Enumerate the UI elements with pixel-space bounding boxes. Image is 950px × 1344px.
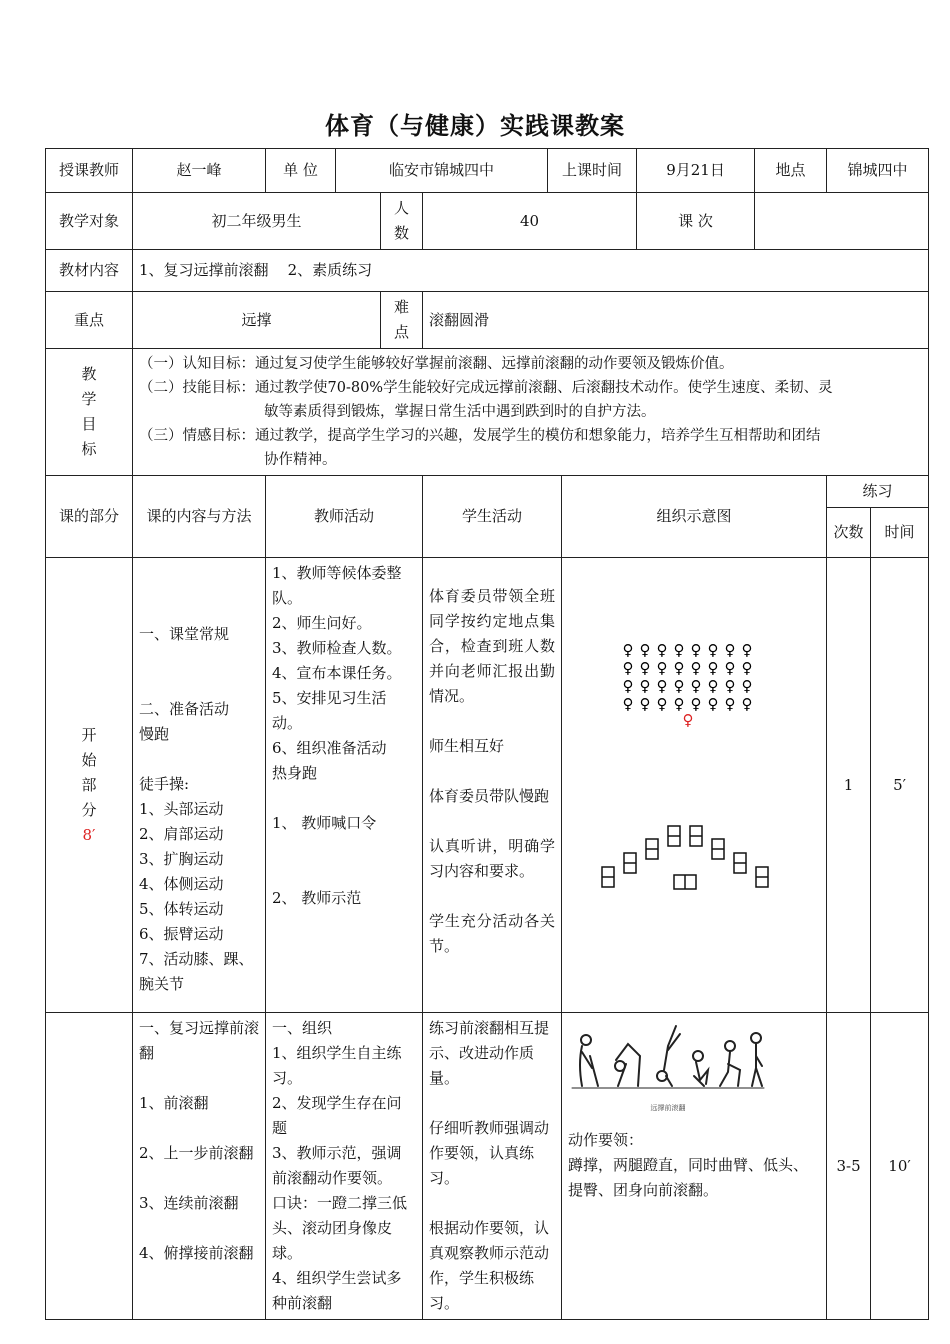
col-student: 学生活动 (423, 476, 562, 558)
teacher-name: 赵一峰 (133, 149, 266, 193)
material-label: 教材内容 (46, 250, 133, 292)
header-row-1 (46, 149, 929, 193)
student-symbol: ♀ (690, 641, 702, 659)
student-symbol: ♀ (656, 641, 668, 659)
material-value: 1、复习远撑前滚翻 2、素质练习 (133, 250, 929, 292)
main-teacher: 一、组织 1、组织学生自主练习。 2、发现学生存在问题 3、教师示范，强调前滚翻动作要领。 口诀：一蹬二撑三低头、滚动团身像皮球。 4、组织学生尝试多种前滚翻 (266, 1013, 423, 1320)
main-duration: 10′ (871, 1013, 929, 1320)
col-part: 课的部分 (46, 476, 133, 558)
start-part-label: 开 始 部 分 8′ (46, 558, 133, 1013)
start-content: 一、课堂常规 二、准备活动 慢跑 徒手操: 1、头部运动 2、肩部运动 3、扩胸运动 4、体侧运动 5、体转运动 6、振臂运动 7、活动膝、踝、腕关节 (133, 558, 266, 1013)
time-value: 9月21日 (637, 149, 755, 193)
student-symbol: ♀ (673, 695, 685, 713)
key-row (46, 292, 929, 349)
formation-marker (690, 826, 702, 846)
action-essentials: 动作要领： 蹲撑，两腿蹬直，同时曲臂、低头、提臀、团身向前滚翻。 (568, 1131, 809, 1199)
student-symbol: ♀ (622, 695, 634, 713)
count-label: 人 数 (381, 193, 423, 250)
forward-roll-figure (568, 1016, 768, 1126)
formation-marker (712, 839, 724, 859)
teacher-label: 授课教师 (46, 149, 133, 193)
objectives-label: 教 学 目 标 (46, 349, 133, 476)
page-title: 体育（与健康）实践课教案 (325, 112, 625, 140)
student-symbol: ♀ (707, 695, 719, 713)
student-symbol: ♀ (707, 641, 719, 659)
count-value: 40 (423, 193, 637, 250)
student-symbol: ♀ (622, 659, 634, 677)
col-practice: 练习 (827, 476, 929, 508)
student-symbol: ♀ (656, 695, 668, 713)
col-diagram: 组织示意图 (562, 476, 827, 558)
formation-marker (756, 867, 768, 887)
student-symbol: ♀ (724, 641, 736, 659)
objective-1: （一）认知目标：通过复习使学生能够较好掌握前滚翻、远撑前滚翻的动作要领及锻炼价值。 (139, 356, 734, 372)
formation-marker (602, 867, 614, 887)
objective-3: （三）情感目标：通过教学，提高学生学习的兴趣，发展学生的模仿和想象能力，培养学生互相帮助和团结 (139, 428, 821, 444)
student-symbol: ♀ (724, 695, 736, 713)
teacher-marker (674, 875, 696, 889)
target-value: 初二年级男生 (133, 193, 381, 250)
row-main (46, 1013, 929, 1320)
place-label: 地点 (755, 149, 827, 193)
session-label: 课 次 (637, 193, 755, 250)
student-symbol: ♀ (673, 641, 685, 659)
student-symbol: ♀ (639, 641, 651, 659)
target-label: 教学对象 (46, 193, 133, 250)
figure-caption: 远撑前滚翻 (650, 1104, 686, 1112)
start-times: 1 (827, 558, 871, 1013)
objective-3-cont: 协作精神。 (264, 452, 337, 468)
lesson-plan-table (45, 148, 929, 1320)
formation-marker (646, 839, 658, 859)
place-value: 锦城四中 (827, 149, 929, 193)
unit-label: 单 位 (266, 149, 336, 193)
student-symbol: ♀ (741, 641, 753, 659)
time-label: 上课时间 (548, 149, 637, 193)
student-symbol: ♀ (741, 659, 753, 677)
student-symbol: ♀ (707, 659, 719, 677)
key-value: 远撑 (133, 292, 381, 349)
student-symbol: ♀ (707, 677, 719, 695)
objective-2-cont: 敏等素质得到锻炼，掌握日常生活中遇到跌到时的自护方法。 (264, 404, 656, 420)
header-row-2 (46, 193, 929, 250)
student-symbol: ♀ (622, 677, 634, 695)
start-student: 体育委员带领全班同学按约定地点集合，检查到班人数并向老师汇报出勤情况。 师生相互好 体育委员带队慢跑 认真听讲，明确学习内容和要求。 学生充分活动各关节。 (423, 558, 562, 1013)
formation-marker (734, 853, 746, 873)
student-symbol: ♀ (639, 695, 651, 713)
main-times: 3-5 (827, 1013, 871, 1320)
difficulty-label: 难 点 (381, 292, 423, 349)
col-duration: 时间 (871, 508, 929, 558)
col-times: 次数 (827, 508, 871, 558)
student-symbol: ♀ (639, 677, 651, 695)
material-row (46, 250, 929, 292)
formation-diagram (568, 561, 804, 1001)
col-teacher: 教师活动 (266, 476, 423, 558)
objectives-text (133, 349, 929, 476)
student-symbol: ♀ (741, 695, 753, 713)
session-value (755, 193, 929, 250)
start-diagram (562, 558, 827, 1013)
difficulty-value: 滚翻圆滑 (423, 292, 929, 349)
student-symbol: ♀ (639, 659, 651, 677)
key-label: 重点 (46, 292, 133, 349)
column-header-row-1 (46, 476, 929, 508)
main-student: 练习前滚翻相互提示、改进动作质量。 仔细听教师强调动作要领，认真练习。 根据动作要领，认真观察教师示范动作，学生积极练习。 (423, 1013, 562, 1320)
formation-marker (668, 826, 680, 846)
student-symbol: ♀ (673, 659, 685, 677)
student-symbol: ♀ (622, 641, 634, 659)
student-symbol: ♀ (724, 677, 736, 695)
teacher-symbol: ♀ (682, 711, 694, 729)
student-symbol: ♀ (673, 677, 685, 695)
unit-value: 临安市锦城四中 (336, 149, 548, 193)
student-symbol: ♀ (656, 659, 668, 677)
student-symbol: ♀ (690, 659, 702, 677)
objective-2: （二）技能目标：通过教学使70-80%学生能较好完成远撑前滚翻、后滚翻技术动作。使学生速度、柔韧、灵 (139, 380, 833, 396)
col-content: 课的内容与方法 (133, 476, 266, 558)
main-diagram (562, 1013, 827, 1320)
start-teacher: 1、教师等候体委整队。 2、师生问好。 3、教师检查人数。 4、宣布本课任务。 5、安排见习生活动。 6、组织准备活动 热身跑 1、 教师喊口令 2、 教师示范 (266, 558, 423, 1013)
student-symbol: ♀ (690, 677, 702, 695)
objectives-row (46, 349, 929, 476)
row-start (46, 558, 929, 1013)
main-part-label (46, 1013, 133, 1320)
student-symbol: ♀ (741, 677, 753, 695)
start-duration: 5′ (871, 558, 929, 1013)
student-symbol: ♀ (690, 695, 702, 713)
formation-marker (624, 853, 636, 873)
student-symbol: ♀ (724, 659, 736, 677)
main-content: 一、复习远撑前滚翻 1、前滚翻 2、上一步前滚翻 3、连续前滚翻 4、俯撑接前滚翻 (133, 1013, 266, 1320)
student-symbol: ♀ (656, 677, 668, 695)
